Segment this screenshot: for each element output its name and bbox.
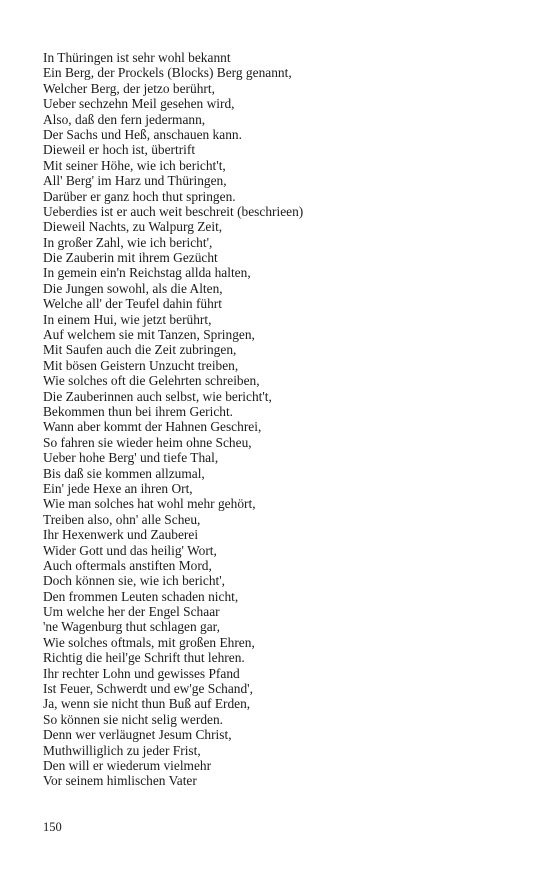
poem-line: Ueberdies ist er auch weit beschreit (beschrieen) (43, 203, 304, 219)
poem-line: Mit bösen Geistern Unzucht treiben, (43, 357, 239, 373)
poem-line: Treiben also, ohn' alle Scheu, (43, 511, 201, 527)
poem-line: Ein Berg, der Prockels (Blocks) Berg genannt, (43, 65, 292, 81)
poem-line: Die Jungen sowohl, als die Alten, (43, 280, 223, 296)
poem-line: Auf welchem sie mit Tanzen, Springen, (43, 327, 255, 343)
poem-line: Die Zauberin mit ihrem Gezücht (43, 250, 218, 266)
poem-line: Vor seinem himlischen Vater (43, 773, 197, 789)
poem-line: Darüber er ganz hoch thut springen. (43, 188, 236, 204)
poem-line: Den frommen Leuten schaden nicht, (43, 588, 239, 604)
poem-line: Denn wer verläugnet Jesum Christ, (43, 727, 232, 743)
poem-line: So fahren sie wieder heim ohne Scheu, (43, 434, 252, 450)
poem-line: Ihr rechter Lohn und gewisses Pfand (43, 665, 240, 681)
poem-line: Muthwilliglich zu jeder Frist, (43, 742, 201, 758)
poem-line: Wie solches oft die Gelehrten schreiben, (43, 373, 260, 389)
poem-line: Richtig die heil'ge Schrift thut lehren. (43, 650, 245, 666)
poem-line: Um welche her der Engel Schaar (43, 604, 220, 620)
poem-line: Die Zauberinnen auch selbst, wie bericht't, (43, 388, 272, 404)
poem-line: Doch können sie, wie ich bericht', (43, 573, 226, 589)
poem-line: Wie solches oftmals, mit großen Ehren, (43, 634, 255, 650)
poem-line: In großer Zahl, wie ich bericht', (43, 234, 213, 250)
poem-line: Ja, wenn sie nicht thun Buß auf Erden, (43, 696, 251, 712)
poem-line: Ihr Hexenwerk und Zauberei (43, 527, 199, 543)
poem-line: Welcher Berg, der jetzo berührt, (43, 80, 215, 96)
poem-line: Wie man solches hat wohl mehr gehört, (43, 496, 256, 512)
poem-line: Auch oftermals anstiften Mord, (43, 557, 212, 573)
poem-line: Welche all' der Teufel dahin führt (43, 296, 222, 312)
poem-line: In gemein ein'n Reichstag allda halten, (43, 265, 251, 281)
poem-line: Dieweil er hoch ist, übertrift (43, 142, 196, 158)
poem-line: Der Sachs und Heß, anschauen kann. (43, 126, 242, 142)
poem-line: Bis daß sie kommen allzumal, (43, 465, 205, 481)
page-number: 150 (43, 820, 62, 834)
poem-line: Ein' jede Hexe an ihren Ort, (43, 480, 193, 496)
poem-line: Ueber hohe Berg' und tiefe Thal, (43, 450, 219, 466)
poem-line: In Thüringen ist sehr wohl bekannt (43, 50, 231, 65)
poem-line: Bekommen thun bei ihrem Gericht. (43, 403, 234, 419)
poem-line: Mit Saufen auch die Zeit zubringen, (43, 342, 237, 358)
poem-line: Dieweil Nachts, zu Walpurg Zeit, (43, 219, 223, 235)
poem-line: Ist Feuer, Schwerdt und ew'ge Schand', (43, 681, 253, 697)
poem-line: Ueber sechzehn Meil gesehen wird, (43, 96, 235, 112)
poem-line: 'ne Wagenburg thut schlagen gar, (43, 619, 220, 635)
poem-line: Also, daß den fern jedermann, (43, 111, 206, 127)
poem-text (43, 50, 523, 789)
poem-line: Den will er wiederum vielmehr (43, 757, 212, 773)
poem-line: Mit seiner Höhe, wie ich bericht't, (43, 157, 226, 173)
poem-line: In einem Hui, wie jetzt berührt, (43, 311, 212, 327)
poem-line: Wider Gott und das heilig' Wort, (43, 542, 217, 558)
poem-line: All' Berg' im Harz und Thüringen, (43, 173, 227, 189)
poem-line: So können sie nicht selig werden. (43, 711, 223, 727)
poem-line: Wann aber kommt der Hahnen Geschrei, (43, 419, 262, 435)
